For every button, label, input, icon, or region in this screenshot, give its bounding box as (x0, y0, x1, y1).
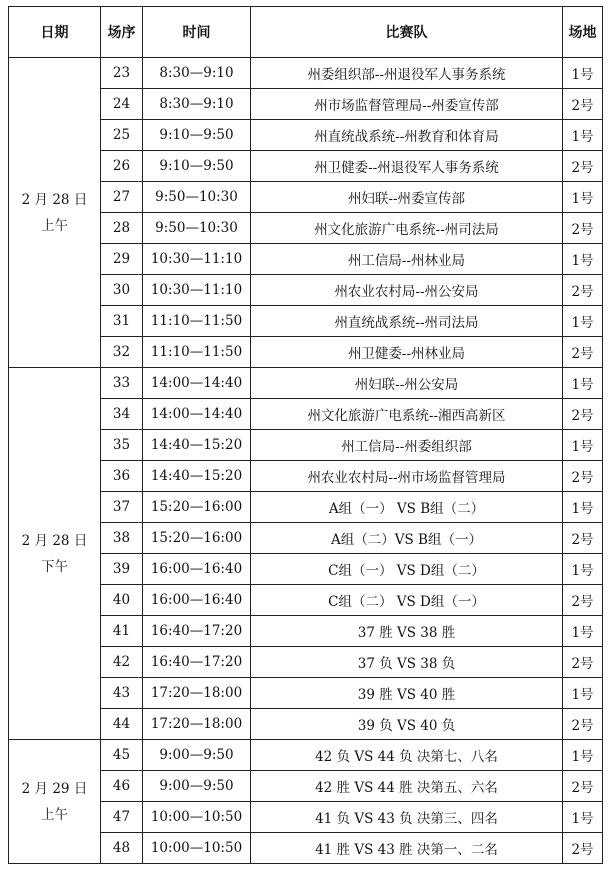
venue-cell: 2号 (563, 89, 603, 120)
venue-cell: 1号 (563, 306, 603, 337)
venue-cell: 1号 (563, 120, 603, 151)
teams-cell: 州工信局--州委组织部 (251, 430, 563, 461)
teams-cell: 州农业农村局--州市场监督管理局 (251, 461, 563, 492)
header-match-no: 场序 (101, 7, 143, 58)
match-no-cell: 29 (101, 244, 143, 275)
time-cell: 14:00—14:40 (143, 399, 251, 430)
match-no-cell: 44 (101, 709, 143, 740)
teams-cell: A组（一） VS B组（二） (251, 492, 563, 523)
venue-cell: 2号 (563, 771, 603, 802)
date-label: 2 月 28 日 (21, 191, 88, 208)
match-no-cell: 45 (101, 740, 143, 771)
time-cell: 11:10—11:50 (143, 337, 251, 368)
time-cell: 16:40—17:20 (143, 647, 251, 678)
time-cell: 10:00—10:50 (143, 833, 251, 864)
venue-cell: 2号 (563, 647, 603, 678)
teams-cell: 39 胜 VS 40 胜 (251, 678, 563, 709)
teams-cell: 41 负 VS 43 负 决第三、四名 (251, 802, 563, 833)
teams-cell: 39 负 VS 40 负 (251, 709, 563, 740)
session-label: 下午 (41, 558, 68, 575)
match-no-cell: 47 (101, 802, 143, 833)
venue-cell: 2号 (563, 461, 603, 492)
match-no-cell: 38 (101, 523, 143, 554)
time-cell: 8:30—9:10 (143, 89, 251, 120)
time-cell: 14:40—15:20 (143, 461, 251, 492)
date-cell (9, 58, 101, 368)
date-label: 2 月 29 日 (21, 780, 88, 797)
venue-cell: 2号 (563, 833, 603, 864)
time-cell: 14:40—15:20 (143, 430, 251, 461)
teams-cell: 42 胜 VS 44 胜 决第五、六名 (251, 771, 563, 802)
time-cell: 17:20—18:00 (143, 709, 251, 740)
teams-cell: C组（一） VS D组（二） (251, 554, 563, 585)
venue-cell: 1号 (563, 616, 603, 647)
schedule-body (9, 58, 603, 864)
match-no-cell: 26 (101, 151, 143, 182)
teams-cell: 州妇联--州委宣传部 (251, 182, 563, 213)
venue-cell: 1号 (563, 492, 603, 523)
venue-cell: 2号 (563, 337, 603, 368)
match-no-cell: 36 (101, 461, 143, 492)
teams-cell: 42 负 VS 44 负 决第七、八名 (251, 740, 563, 771)
teams-cell: 州市场监督管理局--州委宣传部 (251, 89, 563, 120)
match-no-cell: 24 (101, 89, 143, 120)
teams-cell: 州委组织部--州退役军人事务系统 (251, 58, 563, 89)
time-cell: 9:00—9:50 (143, 740, 251, 771)
schedule-table (8, 6, 603, 864)
table-row (9, 58, 603, 89)
date-cell (9, 368, 101, 740)
time-cell: 10:00—10:50 (143, 802, 251, 833)
match-no-cell: 30 (101, 275, 143, 306)
venue-cell: 1号 (563, 368, 603, 399)
session-label: 上午 (41, 217, 68, 234)
time-cell: 15:20—16:00 (143, 492, 251, 523)
venue-cell: 2号 (563, 399, 603, 430)
table-row (9, 368, 603, 399)
session-label: 上午 (41, 806, 68, 823)
time-cell: 10:30—11:10 (143, 275, 251, 306)
time-cell: 16:00—16:40 (143, 585, 251, 616)
teams-cell: 州妇联--州公安局 (251, 368, 563, 399)
teams-cell: 州农业农村局--州公安局 (251, 275, 563, 306)
venue-cell: 2号 (563, 523, 603, 554)
venue-cell: 1号 (563, 244, 603, 275)
match-no-cell: 46 (101, 771, 143, 802)
venue-cell: 1号 (563, 554, 603, 585)
venue-cell: 2号 (563, 151, 603, 182)
venue-cell: 2号 (563, 709, 603, 740)
time-cell: 9:10—9:50 (143, 120, 251, 151)
venue-cell: 2号 (563, 585, 603, 616)
time-cell: 9:50—10:30 (143, 213, 251, 244)
match-no-cell: 23 (101, 58, 143, 89)
header-venue: 场地 (563, 7, 603, 58)
venue-cell: 1号 (563, 802, 603, 833)
time-cell: 14:00—14:40 (143, 368, 251, 399)
time-cell: 17:20—18:00 (143, 678, 251, 709)
teams-cell: C组（二） VS D组（一） (251, 585, 563, 616)
teams-cell: 州直统战系统--州司法局 (251, 306, 563, 337)
teams-cell: 37 胜 VS 38 胜 (251, 616, 563, 647)
venue-cell: 1号 (563, 430, 603, 461)
match-no-cell: 43 (101, 678, 143, 709)
match-no-cell: 28 (101, 213, 143, 244)
date-label: 2 月 28 日 (21, 532, 88, 549)
match-no-cell: 27 (101, 182, 143, 213)
teams-cell: 州直统战系统--州教育和体育局 (251, 120, 563, 151)
time-cell: 11:10—11:50 (143, 306, 251, 337)
header-row (9, 7, 603, 58)
date-cell (9, 740, 101, 864)
time-cell: 10:30—11:10 (143, 244, 251, 275)
match-no-cell: 31 (101, 306, 143, 337)
match-no-cell: 25 (101, 120, 143, 151)
venue-cell: 2号 (563, 275, 603, 306)
time-cell: 8:30—9:10 (143, 58, 251, 89)
header-date: 日期 (9, 7, 101, 58)
table-row (9, 740, 603, 771)
teams-cell: 41 胜 VS 43 胜 决第一、二名 (251, 833, 563, 864)
time-cell: 15:20—16:00 (143, 523, 251, 554)
time-cell: 16:40—17:20 (143, 616, 251, 647)
teams-cell: 州文化旅游广电系统--州司法局 (251, 213, 563, 244)
time-cell: 9:10—9:50 (143, 151, 251, 182)
teams-cell: A组（二）VS B组（一） (251, 523, 563, 554)
match-no-cell: 37 (101, 492, 143, 523)
header-teams: 比赛队 (251, 7, 563, 58)
teams-cell: 州工信局--州林业局 (251, 244, 563, 275)
match-no-cell: 32 (101, 337, 143, 368)
teams-cell: 州文化旅游广电系统--湘西高新区 (251, 399, 563, 430)
match-no-cell: 33 (101, 368, 143, 399)
match-no-cell: 34 (101, 399, 143, 430)
time-cell: 9:00—9:50 (143, 771, 251, 802)
header-time: 时间 (143, 7, 251, 58)
venue-cell: 2号 (563, 213, 603, 244)
venue-cell: 1号 (563, 182, 603, 213)
venue-cell: 1号 (563, 740, 603, 771)
venue-cell: 1号 (563, 58, 603, 89)
match-no-cell: 42 (101, 647, 143, 678)
match-no-cell: 39 (101, 554, 143, 585)
time-cell: 16:00—16:40 (143, 554, 251, 585)
time-cell: 9:50—10:30 (143, 182, 251, 213)
teams-cell: 37 负 VS 38 负 (251, 647, 563, 678)
match-no-cell: 35 (101, 430, 143, 461)
match-no-cell: 41 (101, 616, 143, 647)
match-no-cell: 40 (101, 585, 143, 616)
teams-cell: 州卫健委--州退役军人事务系统 (251, 151, 563, 182)
venue-cell: 1号 (563, 678, 603, 709)
teams-cell: 州卫健委--州林业局 (251, 337, 563, 368)
match-no-cell: 48 (101, 833, 143, 864)
